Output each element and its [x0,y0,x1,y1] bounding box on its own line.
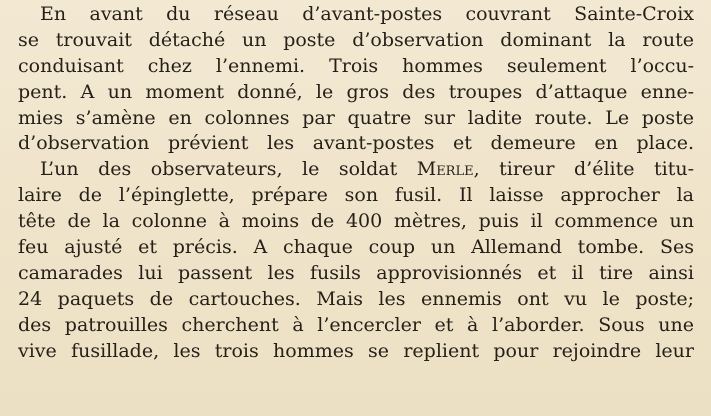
text-line: camarades lui passent les fusils approvisionnés et il tire ainsi [18,261,694,284]
paragraph-1 [18,2,694,157]
text-line: feu ajusté et précis. A chaque coup un Allemand tombe. Ses [18,236,694,259]
text-line [18,157,694,183]
text-line: se trouvait détaché un poste d’observation dominant la route [18,28,694,51]
body-text [18,2,694,364]
soldier-name: Merle [416,158,474,181]
text-line: laire de l’épinglette, prépare son fusil. Il laisse approcher la [18,184,694,207]
text-line: des patrouilles cherchent à l’encercler et à l’aborder. Sous une [18,313,694,336]
text-line: tête de la colonne à moins de 400 mètres, puis il commence un [18,210,694,233]
text-segment: L’un des observateurs, le soldat [40,158,398,181]
text-line: d’observation prévient les avant-postes et demeure en place. [18,132,694,155]
text-line: vive fusillade, les trois hommes se replient pour rejoindre leur [18,339,694,362]
paragraph-2 [18,157,694,364]
text-line: mies s’amène en colonnes par quatre sur ladite route. Le poste [18,106,694,129]
text-line: En avant du réseau d’avant-postes couvrant Sainte-Croix [40,3,694,25]
text-line: conduisant chez l’ennemi. Trois hommes seulement l’occu- [18,54,694,77]
text-line: pent. A un moment donné, le gros des troupes d’attaque enne- [18,80,694,103]
text-line: 24 paquets de cartouches. Mais les ennemis ont vu le poste; [18,287,694,310]
text-segment: , tireur d’élite titu- [473,158,694,181]
